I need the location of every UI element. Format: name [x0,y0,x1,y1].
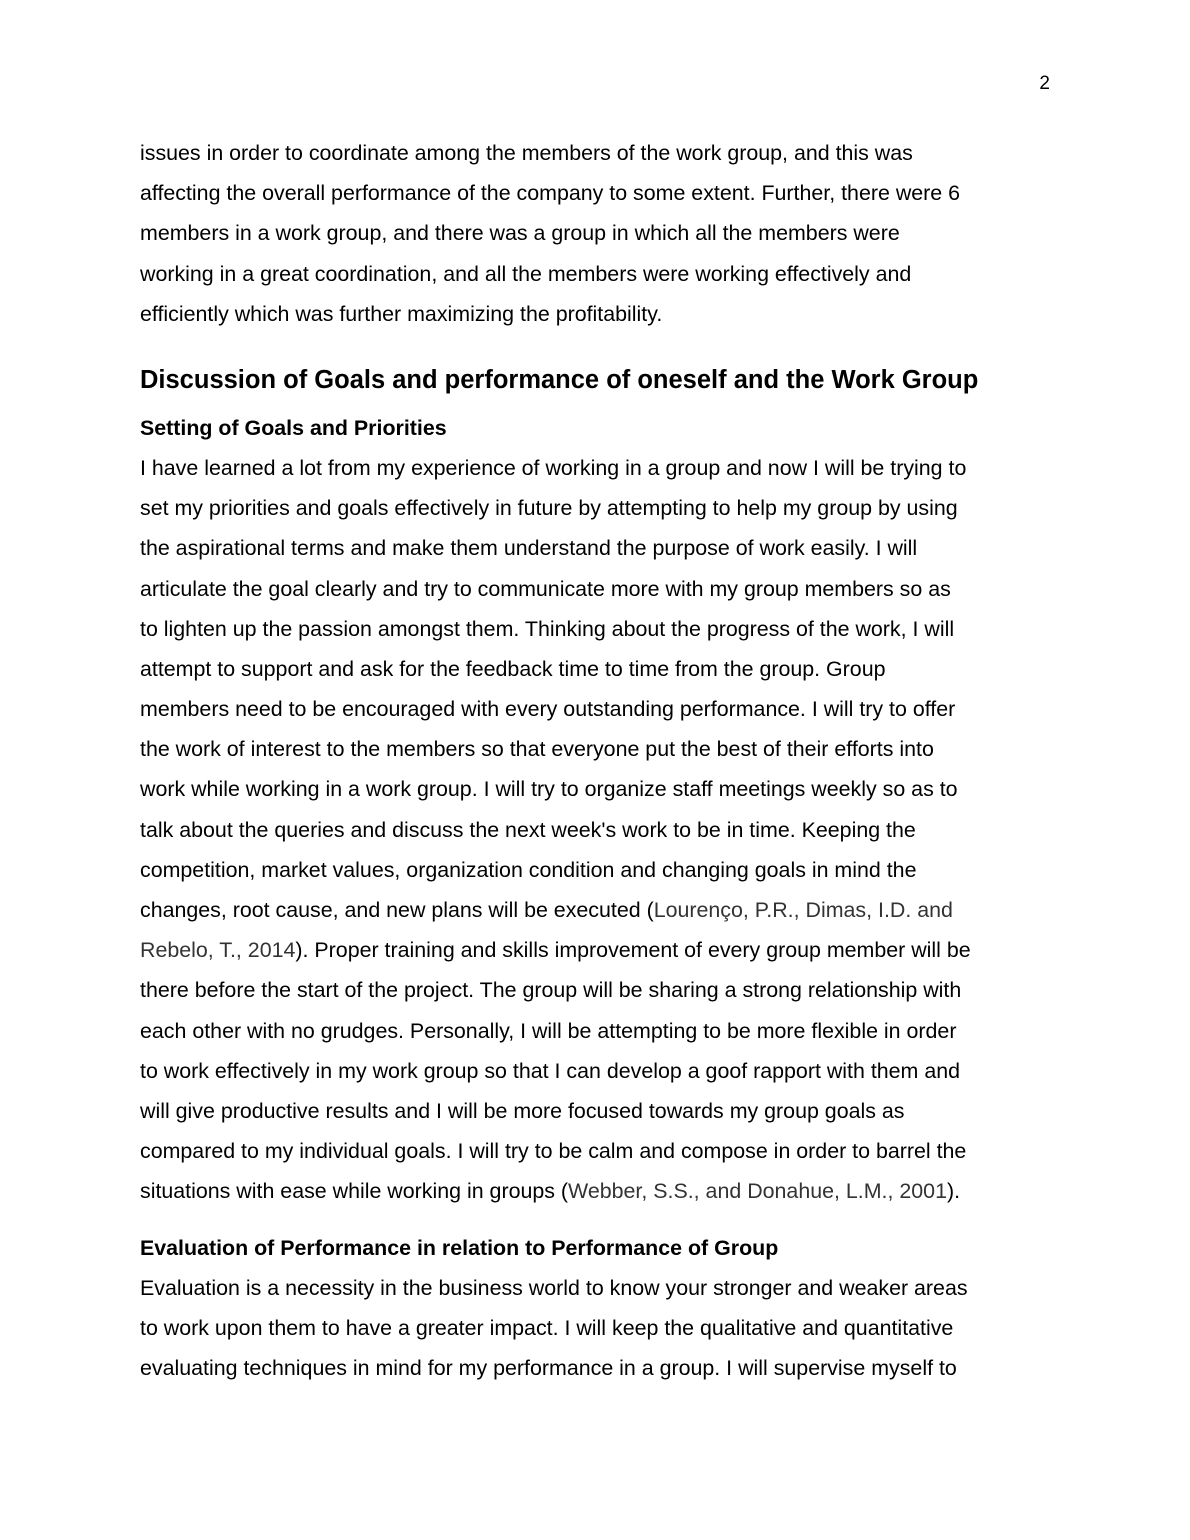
main-heading: Discussion of Goals and performance of oneself and the Work Group [140,365,979,394]
text-line: evaluating techniques in mind for my performance in a group. I will supervise myself to [140,1355,957,1380]
text-line: members in a work group, and there was a group in which all the members were [140,221,900,246]
text-line: Evaluation is a necessity in the business world to know your stronger and weaker areas [140,1275,968,1300]
text-line: talk about the queries and discuss the next week's work to be in time. Keeping the [140,817,916,842]
text-line: affecting the overall performance of the company to some extent. Further, there were 6 [140,181,961,206]
text-segment: ). Proper training and skills improvement of every group member will be [295,938,971,963]
text-line: there before the start of the project. The group will be sharing a strong relationship with [140,978,962,1003]
text-line: working in a great coordination, and all the members were working effectively and [140,261,912,286]
citation: Rebelo, T., 2014 [140,938,296,963]
text-segment: changes, root cause, and new plans will be executed ( [140,898,654,922]
text-line: issues in order to coordinate among the members of the work group, and this was [140,141,913,165]
text-line: compared to my individual goals. I will try to be calm and compose in order to barrel the [140,1139,967,1164]
evaluation-paragraph [140,1268,1052,1389]
text-line: set my priorities and goals effectively in future by attempting to help my group by using [140,496,958,521]
text-line: to work upon them to have a greater impact. I will keep the qualitative and quantitative [140,1315,954,1340]
text-line: I have learned a lot from my experience of working in a group and now I will be trying to [140,455,967,480]
goals-paragraph [140,448,1052,1212]
text-line: the work of interest to the members so that everyone put the best of their efforts into [140,737,934,762]
intro-paragraph [140,133,1052,334]
text-line: members need to be encouraged with every outstanding performance. I will try to offer [140,697,956,722]
text-segment: situations with ease while working in groups ( [140,1179,569,1204]
section-heading-goals: Setting of Goals and Priorities [140,415,447,440]
text-line-with-citation [140,930,1052,970]
text-line-with-citation [140,890,1052,930]
text-line: to lighten up the passion amongst them. Thinking about the progress of the work, I will [140,616,955,641]
page-number: 2 [1039,73,1050,94]
text-line: efficiently which was further maximizing the profitability. [140,301,663,326]
text-segment: ). [946,1179,961,1204]
citation: Lourenço, P.R., Dimas, I.D. and [653,898,953,922]
text-line-with-citation [140,1171,1052,1211]
document-body [140,133,1052,1388]
text-line: will give productive results and I will be more focused towards my group goals as [140,1098,905,1123]
text-line: each other with no grudges. Personally, I will be attempting to be more flexible in order [140,1018,957,1043]
text-line: competition, market values, organization condition and changing goals in mind the [140,857,917,882]
citation: Webber, S.S., and Donahue, L.M., 2001 [568,1179,947,1204]
section-heading-evaluation: Evaluation of Performance in relation to Performance of Group [140,1235,779,1260]
text-line: work while working in a work group. I will try to organize staff meetings weekly so as to [140,777,958,802]
text-line: the aspirational terms and make them understand the purpose of work easily. I will [140,536,918,561]
text-line: articulate the goal clearly and try to communicate more with my group members so as [140,576,951,601]
text-line: to work effectively in my work group so that I can develop a goof rapport with them and [140,1058,961,1083]
text-line: attempt to support and ask for the feedback time to time from the group. Group [140,656,886,681]
